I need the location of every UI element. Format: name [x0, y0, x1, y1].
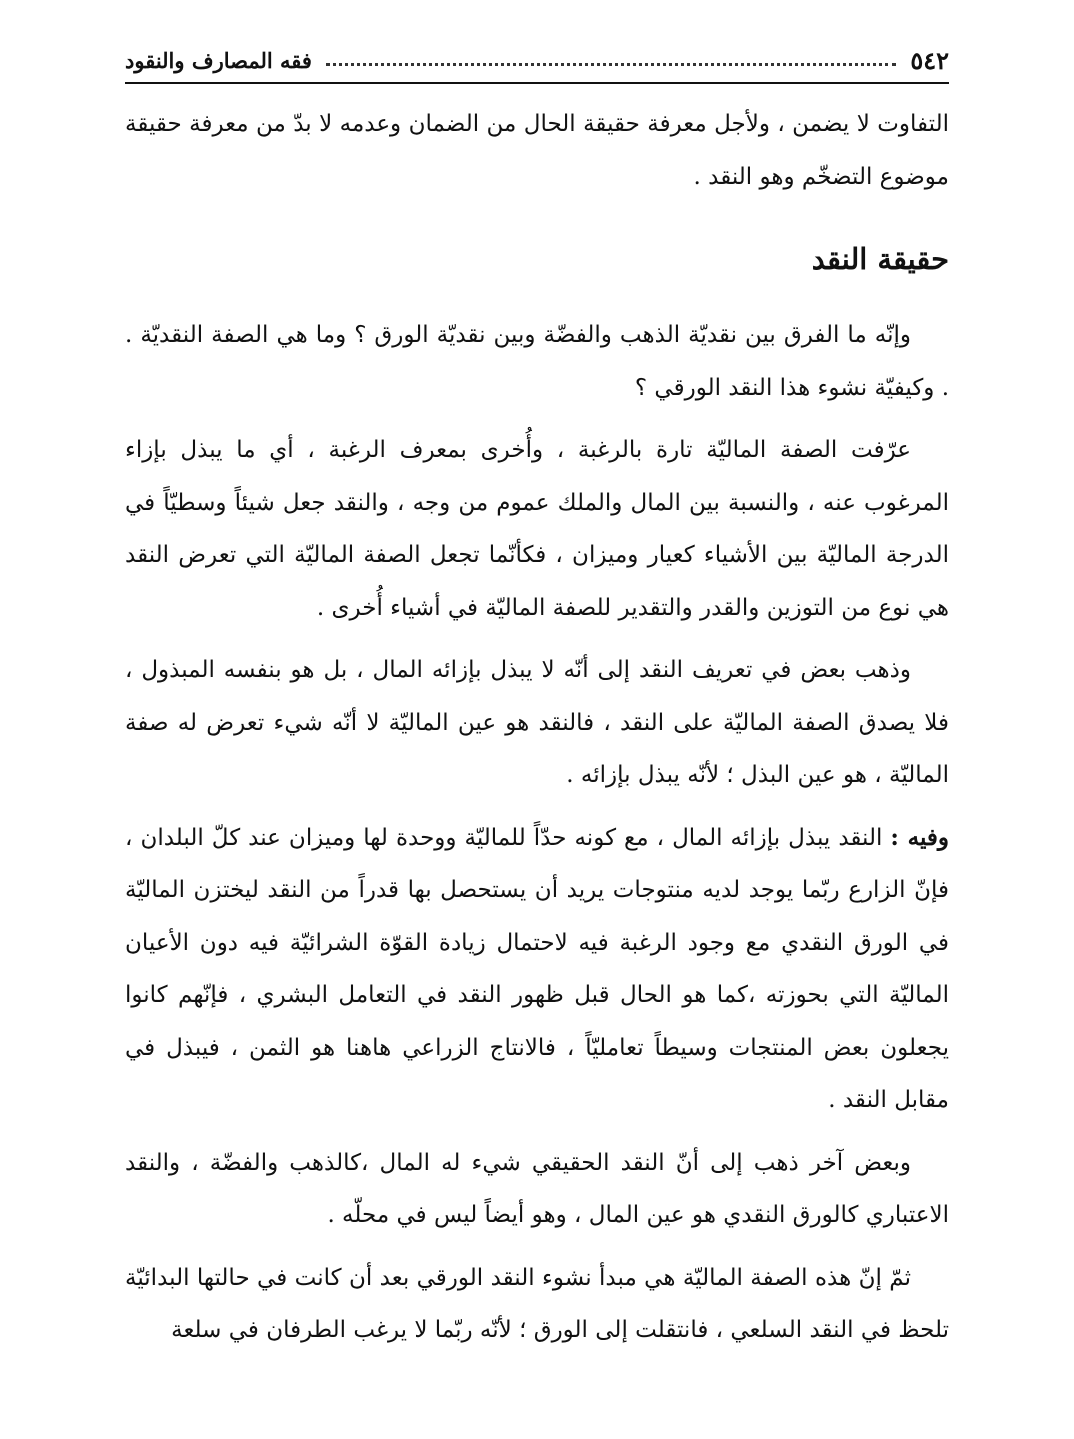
page-body	[125, 98, 949, 1357]
running-header	[125, 38, 949, 84]
paragraph-second-opinion: وبعض آخر ذهب إلى أنّ النقد الحقيقي شيء له المال ،كالذهب والفضّة ، والنقد الاعتباري كالورق النقدي هو عين المال ، وهو أيضاً ليس في محلّه .	[125, 1149, 949, 1228]
paragraph-origin: ثمّ إنّ هذه الصفة الماليّة هي مبدأ نشوء النقد الورقي بعد أن كانت في حالتها البدائيّة تلحظ في النقد السلعي ، فانتقلت إلى الورق ؛ لأنّه ربّما لا يرغب الطرفان في سلعة	[125, 1264, 949, 1343]
header-leader-dots	[326, 63, 896, 66]
paragraph-response-text: النقد يبذل بإزائه المال ، مع كونه حدّاً للماليّة ووحدة لها وميزان عند كلّ البلدان ، فإنّ الزارع ربّما يوجد لديه منتوجات يريد أن يستحصل بها قدراً من النقد ليختزن الماليّة في الورق النقدي مع وجود الرغبة فيه لاحتمال زيادة القوّة الشرائيّة فيه دون الأعيان الماليّة التي بحوزته ،كما هو الحال قبل ظهور النقد في التعامل البشري ، فإنّهم كانوا يجعلون بعض المنتجات وسيطاً تعامليّاً ، فالانتاج الزراعي هاهنا هو الثمن ، فيبذل في مقابل النقد .	[125, 824, 949, 1113]
paragraph-response	[125, 812, 949, 1127]
section-heading: حقيقة النقد	[811, 242, 949, 276]
paragraph-response-lead: وفيه :	[890, 823, 950, 851]
paragraph-first-opinion: وذهب بعض في تعريف النقد إلى أنّه لا يبذل بإزائه المال ، بل هو بنفسه المبذول ، فلا يصدق الصفة الماليّة على النقد ، فالنقد هو عين الماليّة لا أنّه شيء تعرض له صفة الماليّة ، هو عين البذل ؛ لأنّه يبذل بإزائه .	[125, 657, 949, 788]
paragraph-definition: عرّفت الصفة الماليّة تارة بالرغبة ، وأُخرى بمعرف الرغبة ، أي ما يبذل بإزاء المرغوب عنه ، والنسبة بين المال والملك عموم من وجه ، والنقد جعل شيئاً وسطيّاً في الدرجة الماليّة بين الأشياء كعيار وميزان ، فكأنّما تجعل الصفة الماليّة التي تعرض النقد هي نوع من التوزين والقدر والتقدير للصفة الماليّة في أشياء أُخرى .	[125, 437, 949, 621]
book-title: فقه المصارف والنقود	[125, 47, 312, 73]
page-number: ٥٤٢	[910, 45, 949, 75]
book-page	[125, 38, 949, 1367]
paragraph-question: وإنّه ما الفرق بين نقديّة الذهب والفضّة وبين نقديّة الورق ؟ وما هي الصفة النقديّة . . وكيفيّة نشوء هذا النقد الورقي ؟	[125, 322, 949, 401]
intro-paragraph: التفاوت لا يضمن ، ولأجل معرفة حقيقة الحال من الضمان وعدمه لا بدّ من معرفة حقيقة موضوع التضخّم وهو النقد .	[125, 111, 949, 190]
